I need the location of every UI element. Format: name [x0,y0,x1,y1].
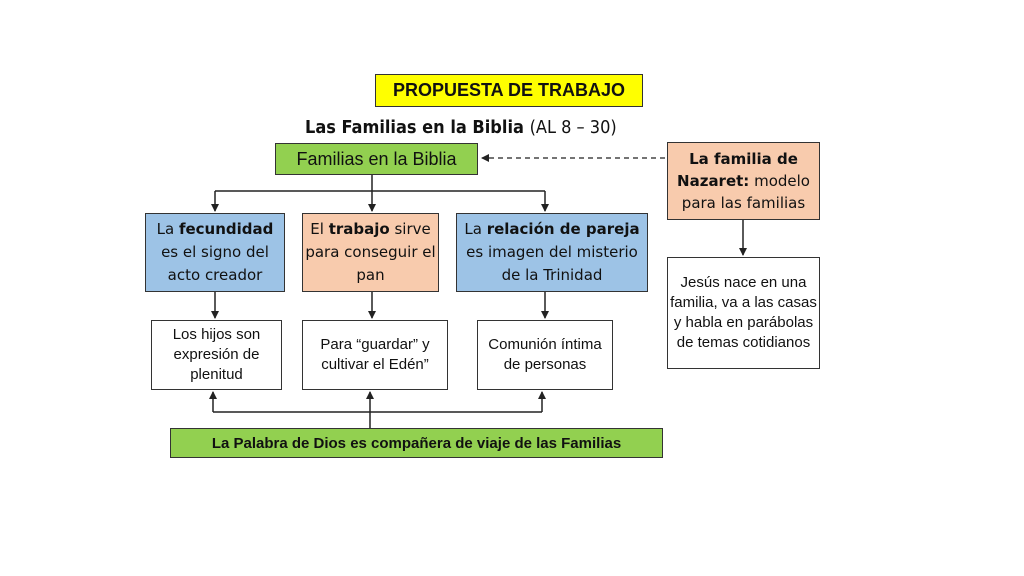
subtitle [305,117,617,138]
nazaret-text [668,148,819,214]
result-comunion [477,320,613,390]
result-text: Los hijos son expresión de plenitud [172,326,261,383]
result-hijos [151,320,282,390]
result-eden [302,320,448,390]
concept-trabajo [302,213,439,292]
concept-fecundidad [145,213,285,292]
title-text: PROPUESTA DE TRABAJO [392,80,626,100]
nazaret-bold: La familia de Nazaret: [677,150,798,190]
concept-pareja [456,213,648,292]
concept-text: La relación de pareja es imagen del misterio de la Trinidad [464,220,640,284]
nazaret-box [667,142,820,220]
subtitle-ref: (AL 8 – 30) [529,117,617,138]
title-box [375,74,643,107]
central-box [275,143,478,175]
nazaret-rest: modelo para las familias [681,172,810,212]
result-text: Comunión íntima de personas [488,336,602,373]
subtitle-main: Las Familias en la Biblia [305,117,524,138]
jesus-box [667,257,820,369]
palabra-box [170,428,663,458]
central-text: Familias en la Biblia [296,148,457,169]
result-text: Para “guardar” y cultivar el Edén” [320,336,430,373]
concept-text: La fecundidad es el signo del acto creador [156,220,274,284]
palabra-text: La Palabra de Dios es compañera de viaje de las Familias [211,434,622,452]
concept-text: El trabajo sirve para conseguir el pan [305,220,436,284]
jesus-text: Jesús nace en una familia, va a las casas y habla en parábolas de temas cotidianos [670,274,817,351]
